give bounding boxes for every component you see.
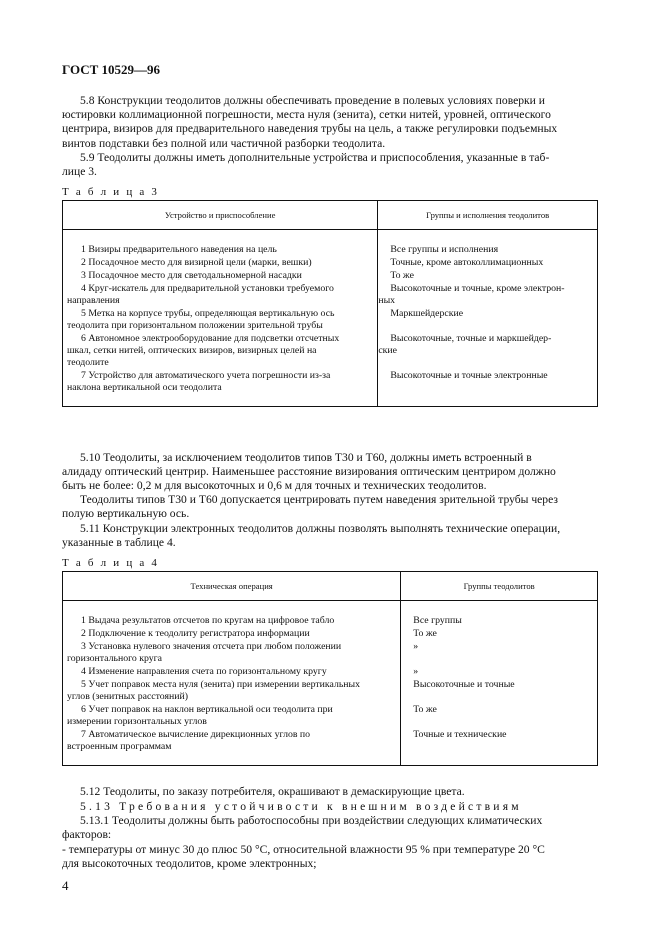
table-3-header-groups: Группы и исполнения теодолитов: [378, 201, 598, 230]
table-cell: [378, 369, 598, 407]
cell-text: теодолита при горизонтальном положении зрительной трубы: [67, 320, 323, 331]
table-cell: [378, 256, 598, 269]
table-4-caption: Т а б л и ц а 4: [62, 557, 160, 569]
text-line: 5.10 Теодолиты, за исключением теодолитов типов Т30 и Т60, должны иметь встроенный в: [80, 451, 532, 464]
table-cell: [401, 728, 598, 766]
text-line: факторов:: [62, 828, 112, 842]
cell-text: ных: [378, 295, 396, 306]
paragraph-5-12: [62, 785, 598, 799]
table-row: [63, 307, 598, 332]
cell-text: ские: [378, 345, 398, 356]
text-line: указанные в таблице 4.: [62, 536, 176, 550]
cell-text: Высокоточные и точные, кроме электрон-: [390, 283, 565, 294]
table-3-header-device: Устройство и приспособление: [63, 201, 378, 230]
cell-text: 7 Устройство для автоматического учета погрешности из-за: [81, 370, 331, 381]
cell-text: »: [413, 641, 419, 652]
cell-text: 3 Посадочное место для светодальномерной насадки: [81, 270, 302, 281]
table-3: [62, 200, 598, 407]
text-line: винтов подставки без полной или частичной разборки теодолита.: [62, 136, 386, 150]
standard-header: ГОСТ 10529—96: [62, 62, 161, 77]
text-line: - температуры от минус 30 до плюс 50 °С, относительной влажности 95 % при температуре 20 °С: [62, 843, 545, 856]
table-cell: [63, 230, 378, 257]
text-line: юстировки коллимационной погрешности, места нуля (зенита), сетки нитей, уровней, оптического: [62, 108, 551, 122]
paragraph-temperature: [62, 843, 598, 871]
table-cell: [378, 307, 598, 332]
cell-text: 7 Автоматическое вычисление дирекционных углов по: [81, 729, 311, 740]
cell-text: То же: [413, 628, 437, 639]
paragraph-5-13: [62, 800, 598, 814]
table-3-caption: Т а б л и ц а 3: [62, 186, 160, 198]
cell-text: 5 Метка на корпусе трубы, определяющая вертикальную ось: [81, 308, 335, 319]
table-row: [63, 678, 598, 703]
table-cell: [63, 665, 401, 678]
text-line: полую вертикальную ось.: [62, 507, 190, 521]
cell-text: 2 Посадочное место для визирной цели (марки, вешки): [81, 257, 312, 268]
table-cell: [378, 282, 598, 307]
table-4-header-operation: Техническая операция: [63, 572, 401, 601]
table-cell: [378, 230, 598, 257]
table-cell: [63, 678, 401, 703]
cell-text: Высокоточные и точные: [413, 679, 515, 690]
text-line: 5.9 Теодолиты должны иметь дополнительные устройства и приспособления, указанные в таб-: [80, 151, 550, 164]
table-cell: [63, 307, 378, 332]
table-row: [63, 640, 598, 665]
cell-text: »: [413, 666, 419, 677]
cell-text: углов (зенитных расстояний): [67, 691, 189, 702]
table-row: [63, 728, 598, 766]
table-cell: [63, 332, 378, 369]
paragraph-5-10-note: [62, 493, 598, 521]
cell-text: Все группы: [413, 615, 462, 626]
cell-text: направления: [67, 295, 120, 306]
cell-text: Высокоточные и точные электронные: [390, 370, 548, 381]
cell-text: 3 Установка нулевого значения отсчета при любом положении: [81, 641, 342, 652]
text-line: лице 3.: [62, 165, 97, 179]
cell-text: Все группы и исполнения: [390, 244, 499, 255]
table-cell: [401, 627, 598, 640]
cell-text: горизонтального круга: [67, 653, 163, 664]
table-row: [63, 627, 598, 640]
cell-text: Точные и технические: [413, 729, 507, 740]
cell-text: 5 Учет поправок места нуля (зенита) при измерении вертикальных: [81, 679, 361, 690]
paragraph-5-8: [62, 94, 598, 151]
table-cell: [401, 703, 598, 728]
table-row: [63, 665, 598, 678]
table-cell: [401, 640, 598, 665]
cell-text: 1 Визиры предварительного наведения на цель: [81, 244, 277, 255]
cell-text: 4 Изменение направления счета по горизонтальному кругу: [81, 666, 327, 677]
cell-text: Точные, кроме автоколлимационных: [390, 257, 544, 268]
cell-text: 2 Подключение к теодолиту регистратора информации: [81, 628, 310, 639]
table-row: [63, 256, 598, 269]
table-cell: [378, 269, 598, 282]
table-row: [63, 282, 598, 307]
table-cell: [63, 640, 401, 665]
cell-text: встроенным программам: [67, 741, 172, 752]
table-cell: [63, 269, 378, 282]
text-line: алидаду оптический центрир. Наименьшее расстояние визирования оптическим центриром должно: [62, 465, 556, 479]
section-heading: 5.13 Требования устойчивости к внешним воздействиям: [80, 800, 522, 813]
table-4: [62, 571, 598, 766]
text-line: 5.8 Конструкции теодолитов должны обеспечивать проведение в полевых условиях поверки и: [80, 94, 545, 107]
text-line: 5.12 Теодолиты, по заказу потребителя, окрашивают в демаскирующие цвета.: [80, 785, 465, 798]
page-number: 4: [62, 878, 69, 893]
table-cell: [63, 369, 378, 407]
cell-text: Высокоточные, точные и маркшейдер-: [390, 333, 552, 344]
table-row: [63, 230, 598, 257]
table-cell: [63, 256, 378, 269]
table-row: [63, 332, 598, 369]
cell-text: шкал, сетки нитей, оптических визиров, визирных целей на: [67, 345, 317, 356]
text-line: 5.13.1 Теодолиты должны быть работоспособны при воздействии следующих климатических: [80, 814, 543, 827]
cell-text: наклона вертикальной оси теодолита: [67, 382, 222, 393]
table-cell: [401, 665, 598, 678]
cell-text: То же: [413, 704, 437, 715]
table-cell: [378, 332, 598, 369]
table-cell: [63, 703, 401, 728]
text-line: быть не более: 0,2 м для высокоточных и 0,6 м для точных и технических теодолитов.: [62, 479, 487, 493]
cell-text: теодолите: [67, 357, 109, 368]
cell-text: 6 Автономное электрооборудование для подсветки отсчетных: [81, 333, 340, 344]
paragraph-5-9: [62, 151, 598, 179]
table-cell: [63, 627, 401, 640]
paragraph-5-10: [62, 451, 598, 494]
table-cell: [401, 678, 598, 703]
cell-text: 6 Учет поправок на наклон вертикальной оси теодолита при: [81, 704, 333, 715]
table-4-header-groups: Группы теодолитов: [401, 572, 598, 601]
cell-text: То же: [390, 270, 414, 281]
table-cell: [401, 601, 598, 628]
table-cell: [63, 728, 401, 766]
table-row: [63, 601, 598, 628]
table-row: [63, 703, 598, 728]
text-line: для высокоточных теодолитов, кроме электронных;: [62, 857, 317, 871]
cell-text: измерении горизонтальных углов: [67, 716, 207, 727]
table-row: [63, 369, 598, 407]
paragraph-5-13-1: [62, 814, 598, 842]
table-cell: [63, 282, 378, 307]
text-line: Теодолиты типов Т30 и Т60 допускается центрировать путем наведения зрительной трубы через: [80, 493, 558, 506]
text-line: 5.11 Конструкции электронных теодолитов должны позволять выполнять технические операции,: [80, 522, 561, 535]
table-cell: [63, 601, 401, 628]
paragraph-5-11: [62, 522, 598, 550]
cell-text: 4 Круг-искатель для предварительной установки требуемого: [81, 283, 334, 294]
cell-text: 1 Выдача результатов отсчетов по кругам на цифровое табло: [81, 615, 335, 626]
table-row: [63, 269, 598, 282]
text-line: центрира, визиров для предварительного наведения трубы на цель, а также регулировки подъемных: [62, 122, 558, 136]
cell-text: Маркшейдерские: [390, 308, 464, 319]
